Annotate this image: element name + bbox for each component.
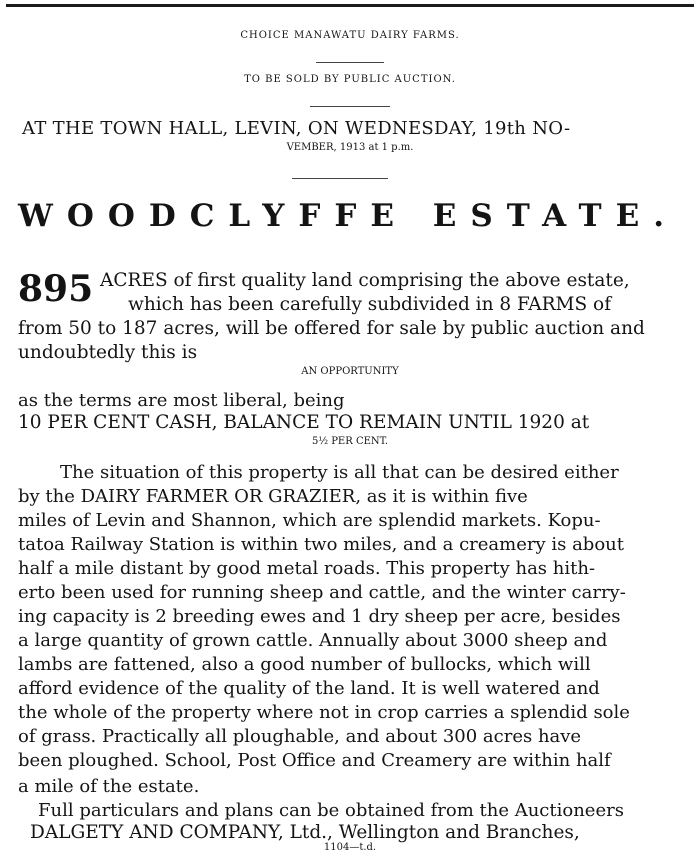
venue-line-2: VEMBER, 1913 at 1 p.m. xyxy=(286,142,414,153)
description-line: ing capacity is 2 breeding ewes and 1 dry sheep per acre, besides xyxy=(18,606,621,627)
description-line: erto been used for running sheep and cattle, and the winter carry- xyxy=(18,582,626,603)
venue-line-1: AT THE TOWN HALL, LEVIN, ON WEDNESDAY, 19th NO- xyxy=(22,118,571,139)
description-line: miles of Levin and Shannon, which are splendid markets. Kopu- xyxy=(18,510,601,531)
divider xyxy=(292,178,388,179)
reference-code: 1104—t.d. xyxy=(323,842,377,853)
body-line: which has been carefully subdivided in 8 FARMS of xyxy=(128,294,612,315)
rate-line: 5½ PER CENT. xyxy=(311,436,389,447)
description-line: a mile of the estate. xyxy=(18,776,200,797)
body-line: from 50 to 187 acres, will be offered for sale by public auction and xyxy=(18,318,645,339)
description-line: afford evidence of the quality of the land. It is well watered and xyxy=(18,678,600,699)
terms-line: 10 PER CENT CASH, BALANCE TO REMAIN UNTIL 1920 at xyxy=(18,412,590,433)
description-line: half a mile distant by good metal roads. This property has hith- xyxy=(18,558,596,579)
estate-title: WOODCLYFFE ESTATE. xyxy=(18,198,678,234)
subheading: TO BE SOLD BY PUBLIC AUCTION. xyxy=(244,74,456,85)
particulars-line: Full particulars and plans can be obtained from the Auctioneers xyxy=(38,800,624,821)
terms-intro: as the terms are most liberal, being xyxy=(18,390,345,411)
auctioneer-line: DALGETY AND COMPANY, Ltd., Wellington and Branches, xyxy=(30,822,580,843)
description-line: of grass. Practically all ploughable, and about 300 acres have xyxy=(18,726,582,747)
description-line: been ploughed. School, Post Office and Creamery are within half xyxy=(18,750,611,771)
description-line: tatoa Railway Station is within two miles, and a creamery is about xyxy=(18,534,624,555)
description-line: a large quantity of grown cattle. Annually about 3000 sheep and xyxy=(18,630,608,651)
acreage-number: 895 xyxy=(18,268,94,310)
description-line: by the DAIRY FARMER OR GRAZIER, as it is within five xyxy=(18,486,528,507)
description-line: The situation of this property is all that can be desired either xyxy=(60,462,619,483)
description-line: lambs are fattened, also a good number of bullocks, which will xyxy=(18,654,591,675)
top-rule xyxy=(6,4,694,7)
divider xyxy=(310,106,390,107)
divider xyxy=(316,62,384,63)
body-line: ACRES of first quality land comprising the above estate, xyxy=(100,270,630,291)
heading: CHOICE MANAWATU DAIRY FARMS. xyxy=(240,30,460,41)
opportunity-heading: AN OPPORTUNITY xyxy=(301,366,399,377)
body-line: undoubtedly this is xyxy=(18,342,198,363)
description-line: the whole of the property where not in crop carries a splendid sole xyxy=(18,702,630,723)
